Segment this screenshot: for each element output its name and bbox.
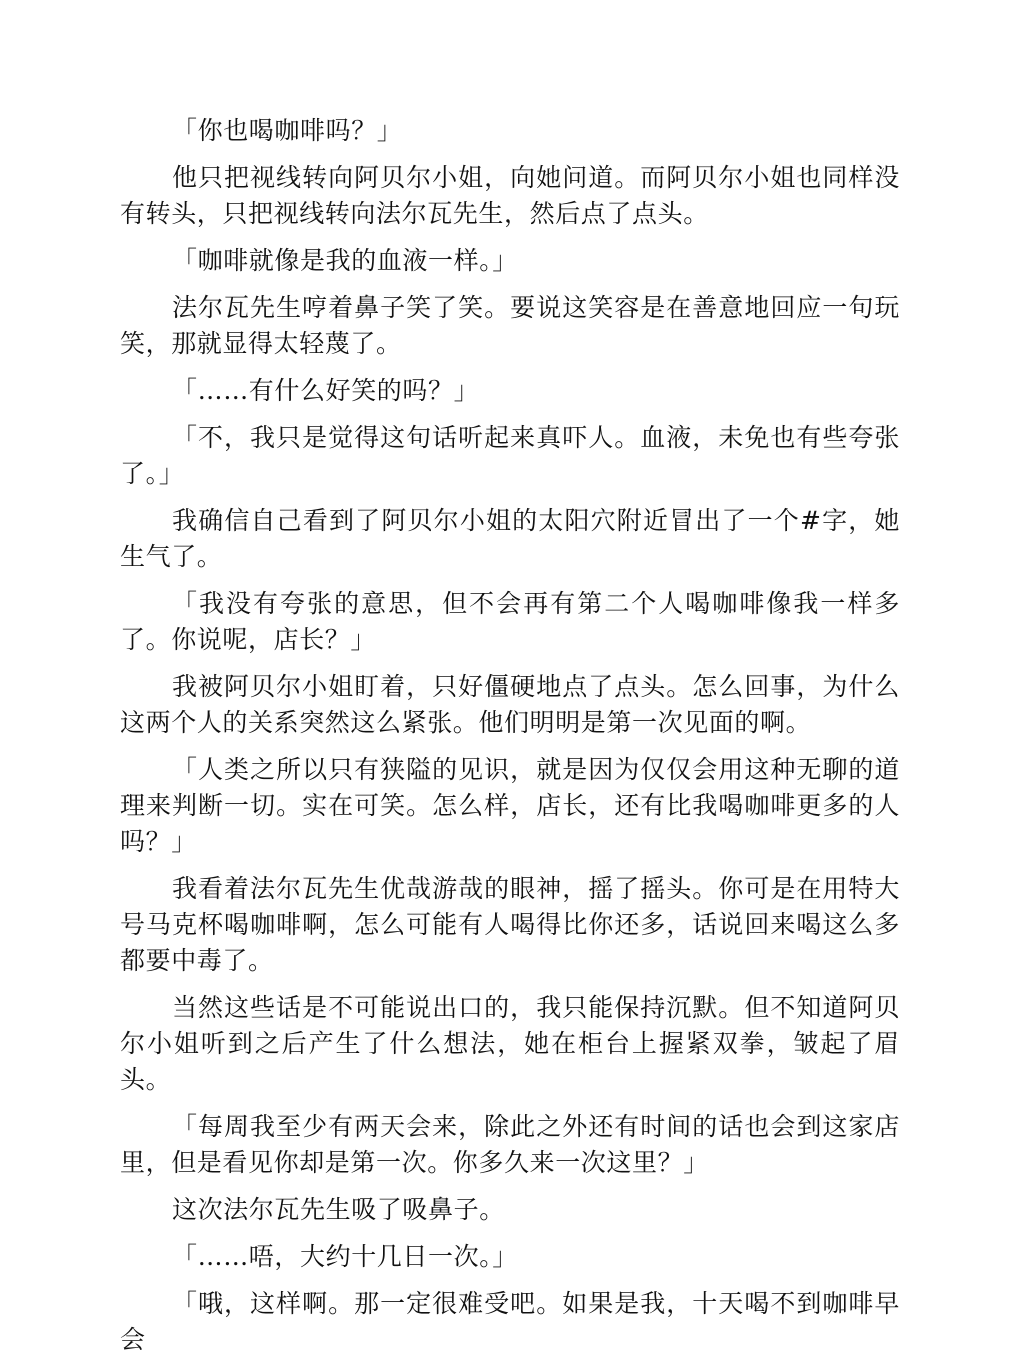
paragraph: 「不，我只是觉得这句话听起来真吓人。血液，未免也有些夸张了。」 [120,423,900,488]
paragraph: 我被阿贝尔小姐盯着，只好僵硬地点了点头。怎么回事，为什么这两个人的关系突然这么紧张。他们明明是第一次见面的啊。 [120,672,900,737]
paragraph: 「哦，这样啊。那一定很难受吧。如果是我，十天喝不到咖啡早会 [120,1289,900,1354]
paragraph: 「我没有夸张的意思，但不会再有第二个人喝咖啡像我一样多了。你说呢，店长？」 [120,589,900,654]
document-page [120,113,900,1369]
paragraph: 法尔瓦先生哼着鼻子笑了笑。要说这笑容是在善意地回应一句玩笑，那就显得太轻蔑了。 [120,293,900,358]
paragraph: 当然这些话是不可能说出口的，我只能保持沉默。但不知道阿贝尔小姐听到之后产生了什么想法，她在柜台上握紧双拳，皱起了眉头。 [120,993,900,1094]
paragraph: 这次法尔瓦先生吸了吸鼻子。 [172,1195,505,1224]
paragraph: 「……有什么好笑的吗？」 [172,376,480,405]
paragraph: 我确信自己看到了阿贝尔小姐的太阳穴附近冒出了一个#字，她生气了。 [120,506,900,571]
paragraph: 「……唔，大约十几日一次。」 [172,1242,518,1271]
paragraph: 「你也喝咖啡吗？」 [172,116,403,145]
paragraph: 「人类之所以只有狭隘的见识，就是因为仅仅会用这种无聊的道理来判断一切。实在可笑。怎么样，店长，还有比我喝咖啡更多的人吗？」 [120,755,900,856]
paragraph: 「咖啡就像是我的血液一样。」 [172,246,518,275]
paragraph: 他只把视线转向阿贝尔小姐，向她问道。而阿贝尔小姐也同样没有转头，只把视线转向法尔瓦先生，然后点了点头。 [120,163,900,228]
paragraph: 「每周我至少有两天会来，除此之外还有时间的话也会到这家店里，但是看见你却是第一次。你多久来一次这里？」 [120,1112,900,1177]
paragraph: 我看着法尔瓦先生优哉游哉的眼神，摇了摇头。你可是在用特大号马克杯喝咖啡啊，怎么可能有人喝得比你还多，话说回来喝这么多都要中毒了。 [120,874,900,975]
